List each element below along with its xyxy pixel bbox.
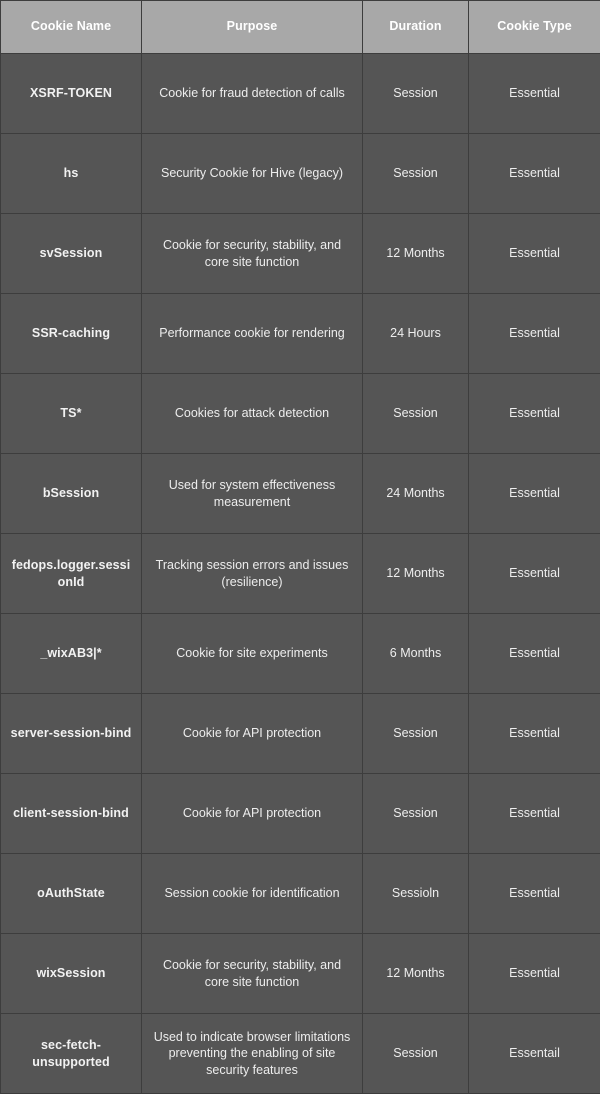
- cell-duration: Session: [363, 694, 469, 774]
- cell-duration: Session: [363, 134, 469, 214]
- cell-purpose: Tracking session errors and issues (resilience): [142, 534, 363, 614]
- column-header-duration: Duration: [363, 1, 469, 54]
- cell-name: sec-fetch-unsupported: [1, 1014, 142, 1094]
- cell-name: fedops.logger.sessionId: [1, 534, 142, 614]
- table-row: [1, 534, 600, 614]
- cell-duration: 12 Months: [363, 214, 469, 294]
- cell-name: client-session-bind: [1, 774, 142, 854]
- cell-duration: 24 Months: [363, 454, 469, 534]
- table-header-row: [1, 1, 600, 54]
- table-row: [1, 294, 600, 374]
- cell-duration: 6 Months: [363, 614, 469, 694]
- cell-name: hs: [1, 134, 142, 214]
- cell-purpose: Used for system effectiveness measurement: [142, 454, 363, 534]
- table-header: [1, 1, 600, 54]
- cell-name: TS*: [1, 374, 142, 454]
- table-row: [1, 694, 600, 774]
- table-row: [1, 214, 600, 294]
- column-header-cookie-type: Cookie Type: [469, 1, 600, 54]
- cell-purpose: Performance cookie for rendering: [142, 294, 363, 374]
- table-row: [1, 614, 600, 694]
- cell-type: Essential: [469, 534, 600, 614]
- cell-type: Essential: [469, 374, 600, 454]
- table-body: [1, 54, 600, 1094]
- cell-type: Essential: [469, 614, 600, 694]
- table-row: [1, 134, 600, 214]
- cell-type: Essentail: [469, 1014, 600, 1094]
- cell-purpose: Used to indicate browser limitations preventing the enabling of site security features: [142, 1014, 363, 1094]
- cell-duration: 12 Months: [363, 534, 469, 614]
- cell-purpose: Session cookie for identification: [142, 854, 363, 934]
- cell-type: Essential: [469, 454, 600, 534]
- table-row: [1, 774, 600, 854]
- cell-name: XSRF-TOKEN: [1, 54, 142, 134]
- column-header-purpose: Purpose: [142, 1, 363, 54]
- cell-type: Essential: [469, 214, 600, 294]
- cell-duration: 12 Months: [363, 934, 469, 1014]
- cell-duration: Session: [363, 54, 469, 134]
- cell-name: wixSession: [1, 934, 142, 1014]
- cell-duration: Session: [363, 374, 469, 454]
- cell-purpose: Cookie for security, stability, and core site function: [142, 214, 363, 294]
- cell-duration: Sessioln: [363, 854, 469, 934]
- table-row: [1, 54, 600, 134]
- cell-name: oAuthState: [1, 854, 142, 934]
- cell-purpose: Cookie for API protection: [142, 774, 363, 854]
- cell-type: Essential: [469, 694, 600, 774]
- cell-purpose: Cookie for security, stability, and core site function: [142, 934, 363, 1014]
- table-row: [1, 934, 600, 1014]
- table-row: [1, 1014, 600, 1094]
- cell-purpose: Cookies for attack detection: [142, 374, 363, 454]
- cell-purpose: Cookie for API protection: [142, 694, 363, 774]
- cell-type: Essential: [469, 854, 600, 934]
- cell-purpose: Security Cookie for Hive (legacy): [142, 134, 363, 214]
- table-row: [1, 374, 600, 454]
- cell-duration: Session: [363, 1014, 469, 1094]
- cell-duration: 24 Hours: [363, 294, 469, 374]
- cell-type: Essential: [469, 774, 600, 854]
- cell-name: svSession: [1, 214, 142, 294]
- cell-duration: Session: [363, 774, 469, 854]
- cell-name: bSession: [1, 454, 142, 534]
- cell-purpose: Cookie for fraud detection of calls: [142, 54, 363, 134]
- cell-name: SSR-caching: [1, 294, 142, 374]
- cell-type: Essential: [469, 54, 600, 134]
- cell-name: _wixAB3|*: [1, 614, 142, 694]
- column-header-cookie-name: Cookie Name: [1, 1, 142, 54]
- cell-type: Essential: [469, 294, 600, 374]
- table-row: [1, 454, 600, 534]
- cell-purpose: Cookie for site experiments: [142, 614, 363, 694]
- table-row: [1, 854, 600, 934]
- cell-type: Essential: [469, 934, 600, 1014]
- cell-type: Essential: [469, 134, 600, 214]
- cell-name: server-session-bind: [1, 694, 142, 774]
